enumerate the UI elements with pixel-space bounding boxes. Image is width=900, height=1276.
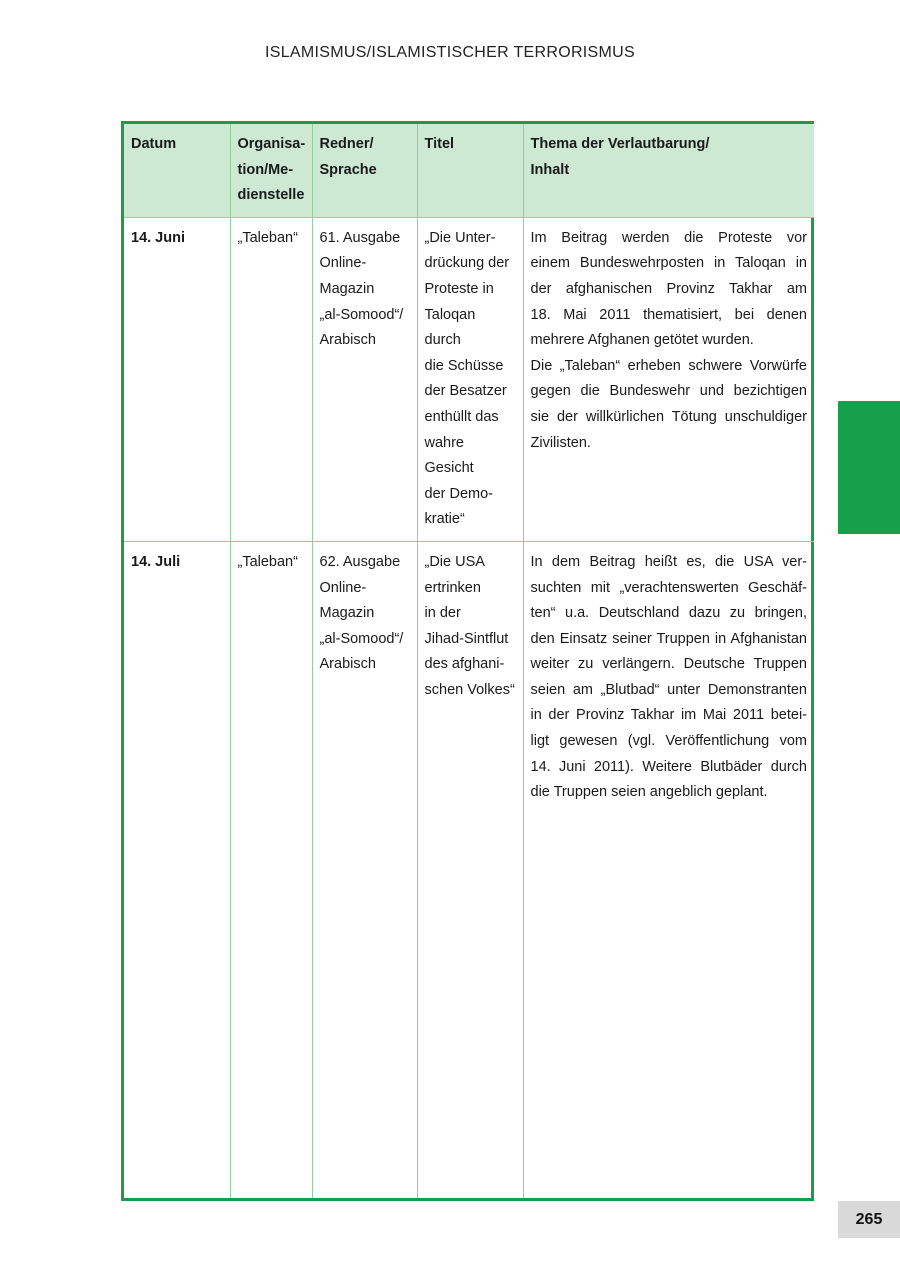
cell-inhalt: Im Beitrag werden die Proteste vor einem Bundeswehrposten in Taloqan in der afghanischen Provinz Takhar am 18. Mai 2011 thematisiert, bei denen mehrere Afghanen getötet wurden. Die „Taleban“ erheben schwere Vorwürfe gegen die Bundeswehr und bezichtigen sie der willkürlichen Tötung unschuldiger Zivilisten. [523,217,814,541]
table-header-row [124,124,814,217]
header-organisation: Organisa- tion/Me- dienstelle [230,124,312,217]
header-redner: Redner/ Sprache [312,124,417,217]
header-thema: Thema der Verlautbarung/ Inhalt [523,124,814,217]
table-row [124,541,814,1198]
cell-titel: „Die USA ertrinken in der Jihad-Sintflut des afghani- schen Volkes“ [417,541,523,1198]
chapter-tab-marker [838,401,900,534]
page-number: 265 [838,1201,900,1238]
cell-datum: 14. Juni [124,217,230,541]
cell-redner: 62. Ausgabe Online- Magazin „al-Somood“/ Arabisch [312,541,417,1198]
statements-table [121,121,814,1201]
cell-inhalt: In dem Beitrag heißt es, die USA ver- suchten mit „verachtenswerten Geschäf- ten“ u.a. Deutschland dazu zu bringen, den Einsatz seiner Truppen in Afghanistan weiter zu verlängern. Deutsche Truppen seien am „Blutbad“ unter Demonstranten in der Provinz Takhar im Mai 2011 betei- ligt gewesen (vgl. Veröffentlichung vom 14. Juni 2011). Weitere Blutbäder durch die Truppen seien angeblich geplant. [523,541,814,1198]
table-row [124,217,814,541]
cell-organisation: „Taleban“ [230,217,312,541]
cell-organisation: „Taleban“ [230,541,312,1198]
cell-redner: 61. Ausgabe Online- Magazin „al-Somood“/ Arabisch [312,217,417,541]
running-head: ISLAMISMUS/ISLAMISTISCHER TERRORISMUS [265,44,635,61]
header-titel: Titel [417,124,523,217]
header-datum: Datum [124,124,230,217]
cell-datum: 14. Juli [124,541,230,1198]
cell-titel: „Die Unter- drückung der Proteste in Taloqan durch die Schüsse der Besatzer enthüllt das wahre Gesicht der Demo- kratie“ [417,217,523,541]
